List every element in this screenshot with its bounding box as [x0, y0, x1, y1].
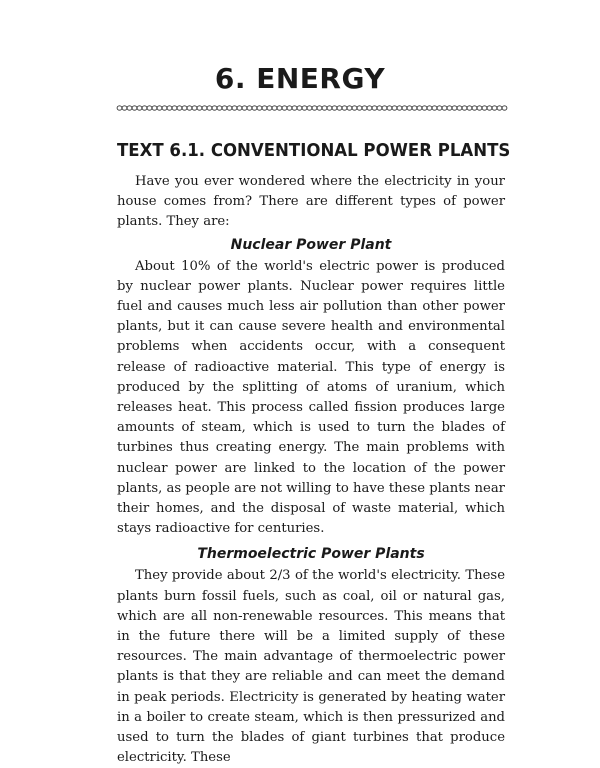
thermoelectric-subheading: Thermoelectric Power Plants [197, 546, 425, 563]
nuclear-paragraph: About 10% of the world's electric power is produced by nuclear power plants. Nuclear power requires little fuel and causes much less air pollution than other power plants, but it can cause severe health and environmental problems when accidents occur, with a consequent release of radioactive material. This type of energy is produced by the splitting of atoms of uranium, which releases heat. This process called fission produces large amounts of steam, which is used to turn the blades of turbines thus creating energy. The main problems with nuclear power are linked to the location of the power plants, as people are not willing to have these plants near their homes, and the disposal of waste material, which stays radioactive for centuries. [117, 258, 505, 537]
section-heading: TEXT 6.1. CONVENTIONAL POWER PLANTS [117, 140, 511, 161]
intro-paragraph: Have you ever wondered where the electricity in your house comes from? There are different types of power plants. They are: [117, 174, 505, 230]
thermoelectric-paragraph: They provide about 2/3 of the world's electricity. These plants burn fossil fuels, such as coal, oil or natural gas, which are all non-renewable resources. This means that in the future there will be a limited supply of these resources. The main advantage of thermoelectric power plants is that they are reliable and can meet the demand in peak periods. Electricity is generated by heating water in a boiler to create steam, which is then pressurized and used to turn the blades of giant turbines that produce electricity. These [117, 568, 505, 766]
decorative-divider [117, 104, 505, 112]
body-text [117, 172, 505, 768]
nuclear-subheading: Nuclear Power Plant [230, 236, 392, 253]
chapter-title: 6. ENERGY [214, 62, 386, 95]
